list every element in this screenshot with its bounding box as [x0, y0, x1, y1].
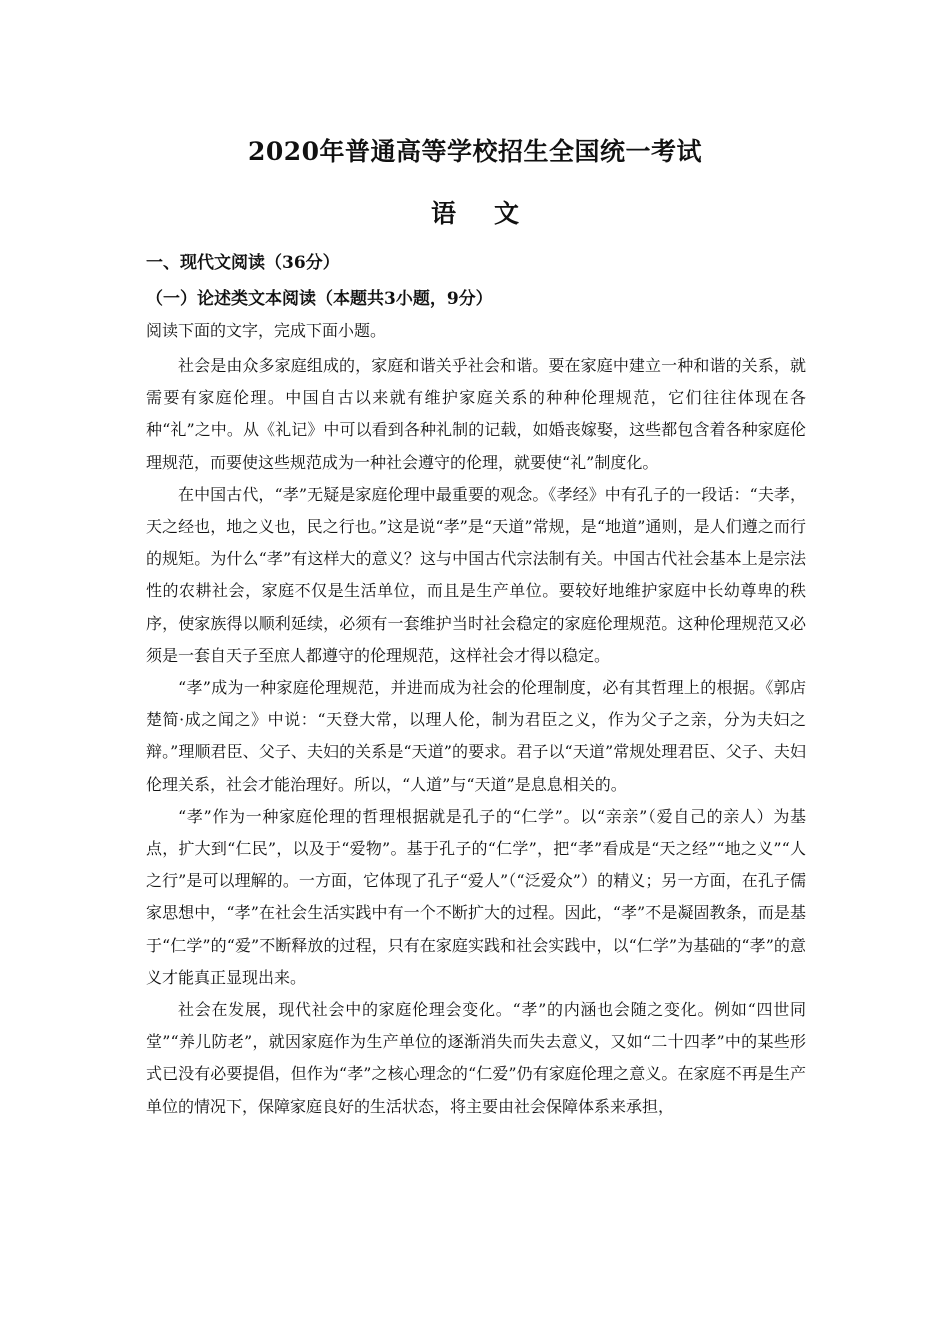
passage-paragraph-5: 社会在发展，现代社会中的家庭伦理会变化。“孝”的内涵也会随之变化。例如“四世同堂”“养儿防老”，就因家庭作为生产单位的逐渐消失而失去意义，又如“二十四孝”中的某些形式已没有必要提倡，但作为“孝”之核心理念的“仁爱”仍有家庭伦理之意义。在家庭不再是生产单位的情况下，保障家庭良好的生活状态，将主要由社会保障体系来承担，	[146, 1000, 806, 1116]
subsection-heading: （一）论述类文本阅读（本题共3小题，9分）	[146, 289, 493, 309]
section-heading: 一、现代文阅读（36分）	[146, 253, 340, 273]
passage-paragraph-3: “孝”成为一种家庭伦理规范，并进而成为社会的伦理制度，必有其哲理上的根据。《郭店楚简·成之闻之》中说：“天登大常，以理人伦，制为君臣之义，作为父子之亲，分为夫妇之辩。”理顺君臣、父子、夫妇的关系是“天道”的要求。君子以“天道”常规处理君臣、父子、夫妇伦理关系，社会才能治理好。所以，“人道”与“天道”是息息相关的。	[146, 678, 806, 794]
reading-passage	[146, 350, 806, 1123]
subject-title: 语文	[430, 199, 557, 228]
passage-paragraph-2: 在中国古代，“孝”无疑是家庭伦理中最重要的观念。《孝经》中有孔子的一段话：“夫孝，天之经也，地之义也，民之行也。”这是说“孝”是“天道”常规，是“地道”通则，是人们遵之而行的规矩。为什么“孝”有这样大的意义？这与中国古代宗法制有关。中国古代社会基本上是宗法性的农耕社会，家庭不仅是生活单位，而且是生产单位。要较好地维护家庭中长幼尊卑的秩序，使家族得以顺利延续，必须有一套维护当时社会稳定的家庭伦理规范。这种伦理规范又必须是一套自天子至庶人都遵守的伦理规范，这样社会才得以稳定。	[146, 484, 806, 665]
passage-paragraph-4: “孝”作为一种家庭伦理的哲理根据就是孔子的“仁学”。以“亲亲”（爱自己的亲人）为基点，扩大到“仁民”，以及于“爱物”。基于孔子的“仁学”，把“孝”看成是“天之经”“地之义”“人之行”是可以理解的。一方面，它体现了孔子“爱人”（“泛爱众”）的精义；另一方面，在孔子儒家思想中，“孝”在社会生活实践中有一个不断扩大的过程。因此，“孝”不是凝固教条，而是基于“仁学”的“爱”不断释放的过程，只有在家庭实践和社会实践中，以“仁学”为基础的“孝”的意义才能真正显现出来。	[146, 806, 806, 987]
exam-title: 2020年普通高等学校招生全国统一考试	[247, 137, 703, 166]
reading-instruction: 阅读下面的文字，完成下面小题。	[146, 321, 387, 340]
passage-paragraph-1: 社会是由众多家庭组成的，家庭和谐关乎社会和谐。要在家庭中建立一种和谐的关系，就需要有家庭伦理。中国自古以来就有维护家庭关系的种种伦理规范，它们往往体现在各种“礼”之中。从《礼记》中可以看到各种礼制的记载，如婚丧嫁娶，这些都包含着各种家庭伦理规范，而要使这些规范成为一种社会遵守的伦理，就要使“礼”制度化。	[146, 356, 806, 472]
